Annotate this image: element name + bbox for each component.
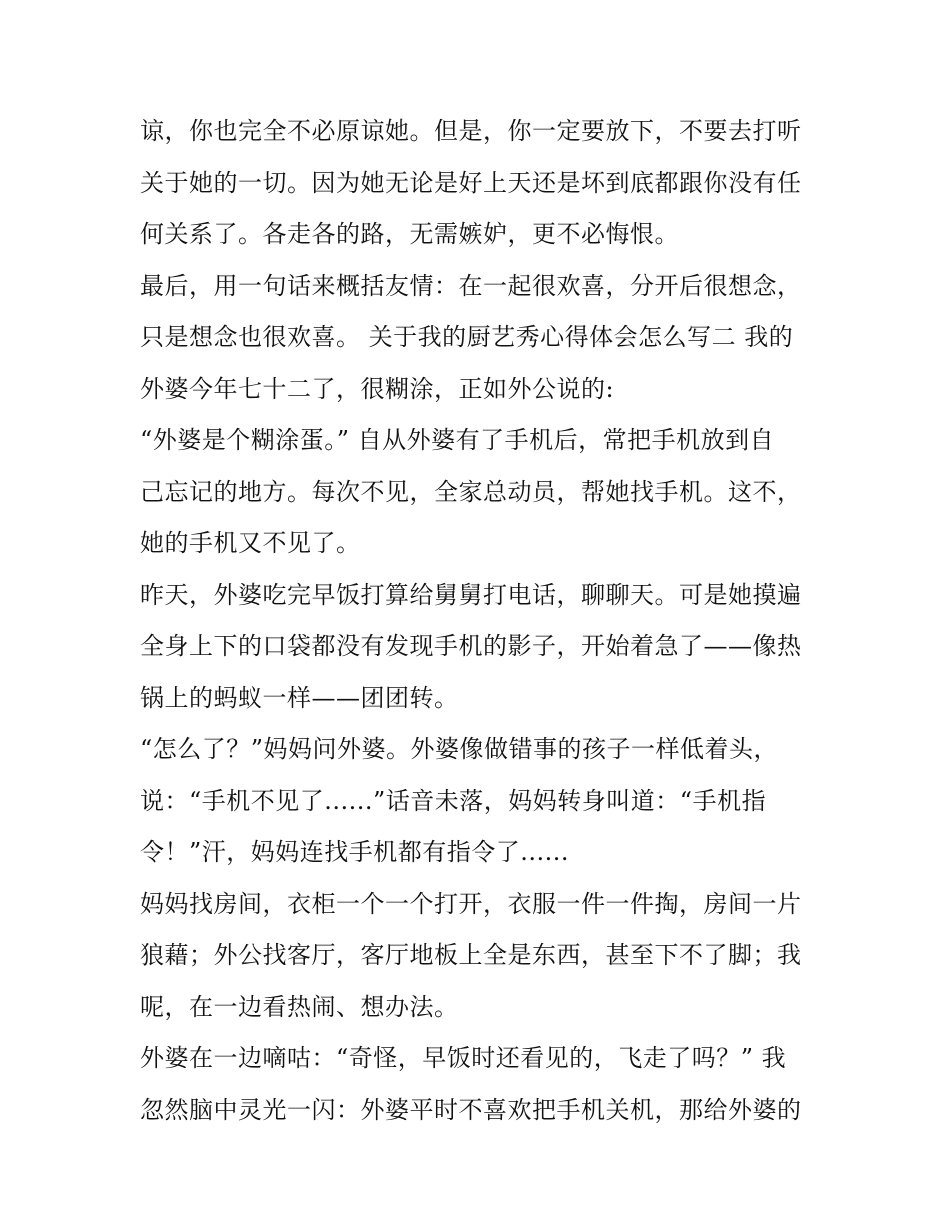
text-line: 她的手机又不见了。 [140, 529, 361, 557]
text-line: 令！”汗，妈妈连找手机都有指令了...... [140, 838, 570, 866]
text-line: “外婆是个糊涂蛋。” 自从外婆有了手机后，常把手机放到自 [140, 426, 775, 454]
text-line: 关于她的一切。因为她无论是好上天还是坏到底都跟你没有任 [140, 168, 802, 197]
text-line: 说：“手机不见了......”话音未落，妈妈转身叫道：“手机指 [140, 786, 767, 815]
text-line: 最后，用一句话来概括友情：在一起很欢喜，分开后很想念， [140, 271, 802, 300]
text-line: 只是想念也很欢喜。 关于我的厨艺秀心得体会怎么写二 我的 [140, 323, 794, 351]
text-line: 狼藉；外公找客厅，客厅地板上全是东西，甚至下不了脚；我 [140, 941, 802, 969]
body-text [140, 106, 820, 1136]
text-line: 外婆在一边嘀咕：“奇怪，早饭时还看见的，飞走了吗？” 我 [140, 1044, 787, 1072]
text-line: 锅上的蚂蚁一样——团团转。 [140, 683, 459, 712]
text-line: 己忘记的地方。每次不见，全家总动员，帮她找手机。这不， [140, 477, 802, 506]
text-line: 呢，在一边看热闹、想办法。 [140, 992, 459, 1021]
text-line: “怎么了？”妈妈问外婆。外婆像做错事的孩子一样低着头， [140, 735, 779, 763]
text-line: 忽然脑中灵光一闪：外婆平时不喜欢把手机关机，那给外婆的 [140, 1095, 802, 1124]
text-line: 何关系了。各走各的路，无需嫉妒，更不必悔恨。 [140, 220, 679, 248]
text-line: 外婆今年七十二了，很糊涂，正如外公说的: [140, 374, 615, 403]
text-line: 妈妈找房间，衣柜一个一个打开，衣服一件一件掏，房间一片 [140, 889, 802, 918]
text-line: 昨天，外婆吃完早饭打算给舅舅打电话，聊聊天。可是她摸遍 [140, 580, 802, 609]
text-line: 谅，你也完全不必原谅她。但是，你一定要放下，不要去打听 [140, 117, 802, 145]
text-line: 全身上下的口袋都没有发现手机的影子，开始着急了——像热 [140, 632, 802, 660]
